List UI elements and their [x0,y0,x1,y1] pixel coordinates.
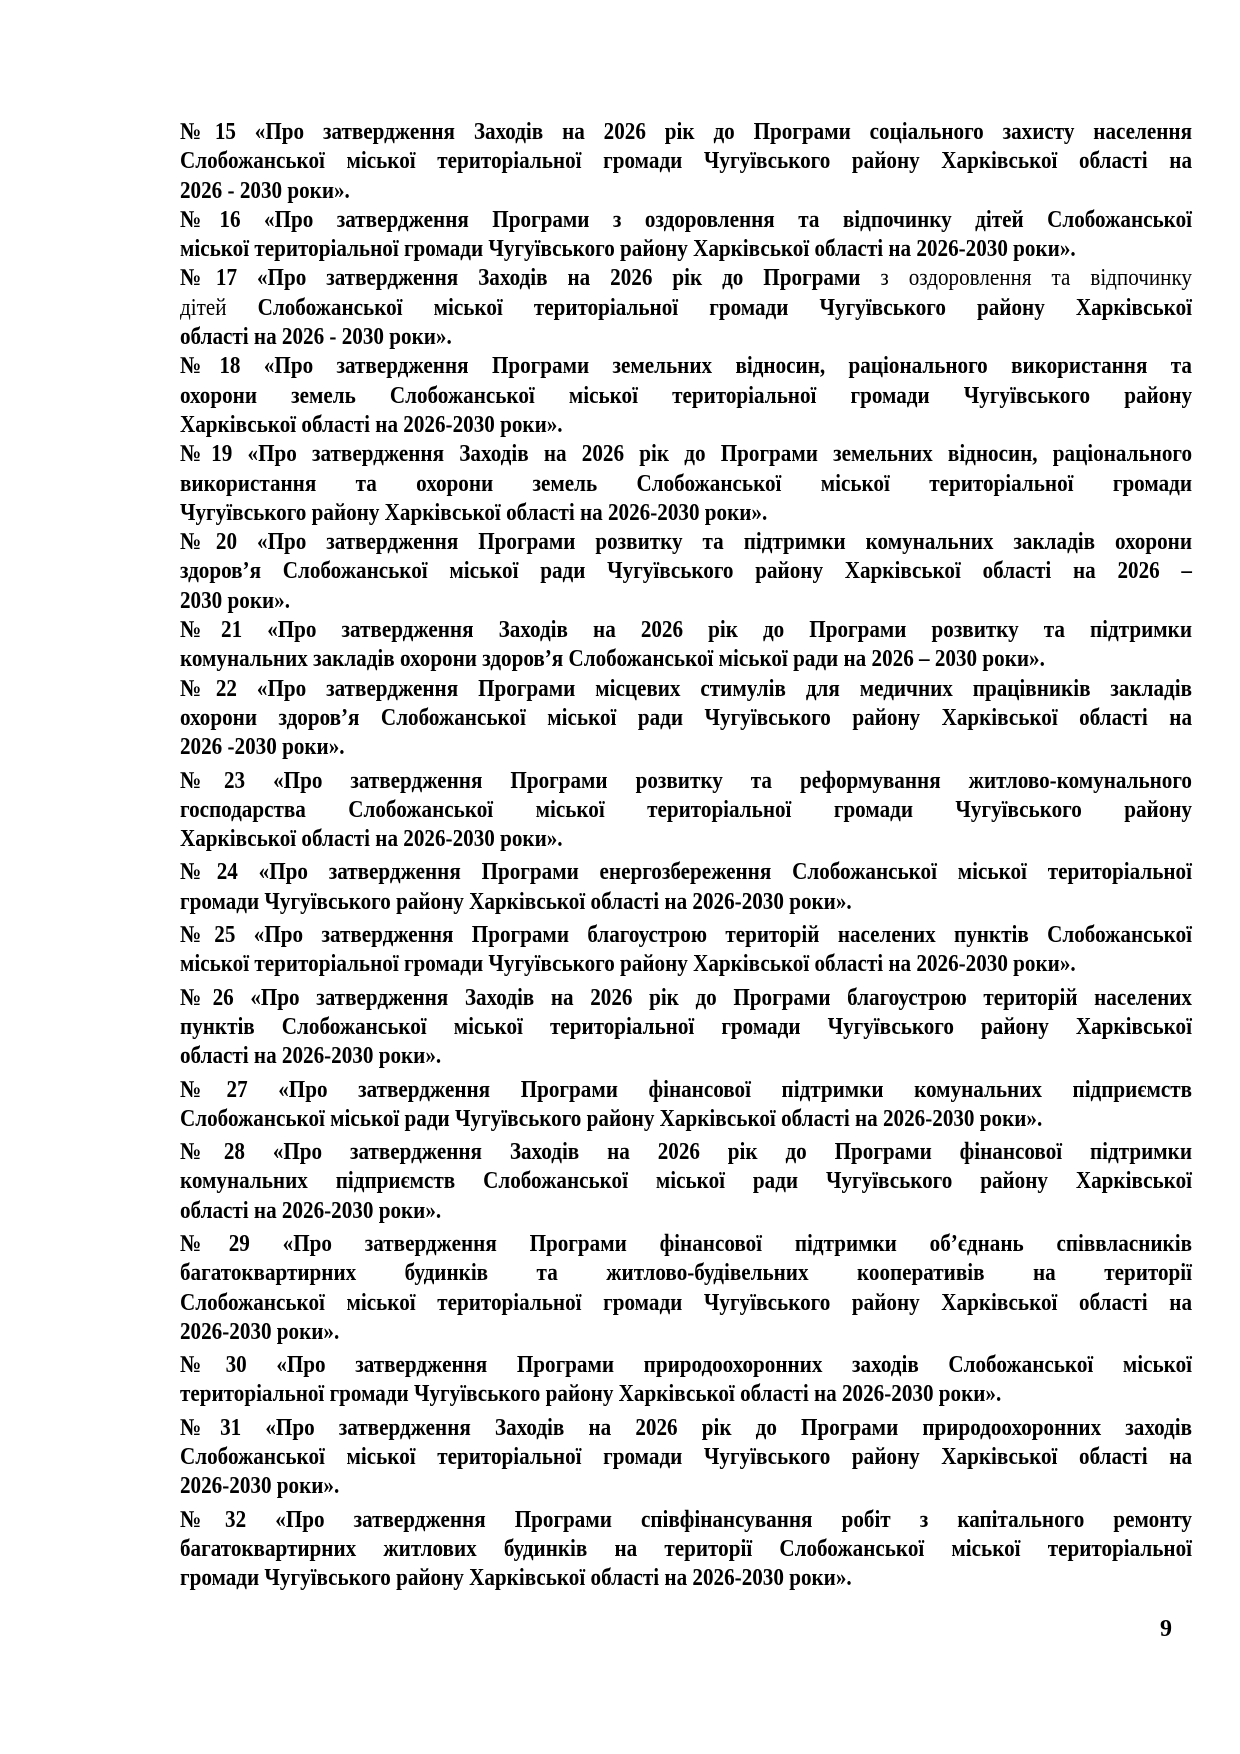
text-line: міської територіальної громади Чугуївського району Харківської області на 2026-2030 роки». [180,236,1076,263]
text-line: 2026 -2030 роки». [180,734,345,761]
text-line: Слобожанської міської територіальної громади Чугуївського району Харківської області на [180,1444,1192,1471]
text-line: охорони здоров’я Слобожанської міської ради Чугуївського району Харківської області на [180,704,1192,731]
agenda-item [180,921,1192,980]
text-line: №25 «Про затвердження Програми благоустрою територій населених пунктів Слобожанської [180,922,1192,949]
text-line: №18 «Про затвердження Програми земельних відносин, раціонального використання та [180,353,1192,380]
agenda-item [180,1414,1192,1502]
agenda-item [180,1506,1192,1594]
text-line: №28 «Про затвердження Заходів на 2026 рік до Програми фінансової підтримки [180,1139,1192,1166]
text-line [180,264,1192,293]
text-line: №23 «Про затвердження Програми розвитку та реформування житлово-комунального [180,767,1192,794]
text-line: господарства Слобожанської міської територіальної громади Чугуївського району [180,796,1192,823]
page-number: 9 [1160,1616,1172,1642]
agenda-item [180,118,1192,206]
agenda-item [180,984,1192,1072]
text-line: Харківської області на 2026-2030 роки». [180,411,563,438]
text-line: №27 «Про затвердження Програми фінансової підтримки комунальних підприємств [180,1076,1192,1103]
text-segment: Слобожанської міської територіальної громади Чугуївського району Харківської [226,294,1192,321]
text-line: багатоквартирних житлових будинків на території Слобожанської міської територіальної [180,1535,1192,1562]
text-line: №30 «Про затвердження Програми природоохоронних заходів Слобожанської міської [180,1352,1192,1379]
text-line: Слобожанської міської територіальної громади Чугуївського району Харківської області на [180,148,1192,175]
text-line: №21 «Про затвердження Заходів на 2026 рік до Програми розвитку та підтримки [180,617,1192,644]
agenda-item [180,1138,1192,1226]
text-line: 2026-2030 роки». [180,1318,340,1345]
text-line: Чугуївського району Харківської області на 2026-2030 роки». [180,499,768,526]
text-line: Слобожанської міської територіальної громади Чугуївського району Харківської області на [180,1289,1192,1316]
agenda-item [180,767,1192,855]
agenda-item [180,616,1192,675]
text-line: комунальних закладів охорони здоров’я Слобожанської міської ради на 2026 – 2030 роки». [180,646,1045,673]
document-body [180,118,1192,1594]
text-line [180,294,1192,323]
agenda-item [180,352,1192,440]
agenda-item [180,1230,1192,1347]
text-line: №31 «Про затвердження Заходів на 2026 рік до Програми природоохоронних заходів [180,1414,1192,1441]
text-line: №29 «Про затвердження Програми фінансової підтримки об’єднань співвласників [180,1230,1192,1257]
text-segment: дітей [180,294,227,321]
agenda-item [180,528,1192,616]
text-line: здоров’я Слобожанської міської ради Чугуївського району Харківської області на 2026 – [180,558,1192,585]
text-line: Слобожанської міської ради Чугуївського району Харківської області на 2026-2030 роки». [180,1105,1043,1132]
text-line: використання та охорони земель Слобожанської міської територіальної громади [180,470,1192,497]
text-line: 2026-2030 роки». [180,1473,340,1500]
text-line: Харківської області на 2026-2030 роки». [180,826,563,853]
agenda-item [180,206,1192,265]
text-line: пунктів Слобожанської міської територіальної громади Чугуївського району Харківської [180,1013,1192,1040]
text-segment: №17 «Про затвердження Заходів на 2026 рік до Програми [180,265,881,292]
text-line: №16 «Про затвердження Програми з оздоровлення та відпочинку дітей Слобожанської [180,206,1192,233]
text-line: №26 «Про затвердження Заходів на 2026 рік до Програми благоустрою територій населених [180,984,1192,1011]
agenda-item [180,858,1192,917]
text-line: громади Чугуївського району Харківської області на 2026-2030 роки». [180,1565,852,1592]
text-line: №32 «Про затвердження Програми співфінансування робіт з капітального ремонту [180,1506,1192,1533]
text-line: №15 «Про затвердження Заходів на 2026 рік до Програми соціального захисту населення [180,119,1192,145]
text-line: громади Чугуївського району Харківської області на 2026-2030 роки». [180,888,852,915]
text-line: охорони земель Слобожанської міської територіальної громади Чугуївського району [180,382,1192,409]
text-line: №22 «Про затвердження Програми місцевих стимулів для медичних працівників закладів [180,675,1192,702]
text-line: №20 «Про затвердження Програми розвитку та підтримки комунальних закладів охорони [180,529,1192,556]
text-line: територіальної громади Чугуївського району Харківської області на 2026-2030 роки». [180,1381,1002,1408]
text-line: області на 2026-2030 роки». [180,1197,442,1224]
text-line: №19 «Про затвердження Заходів на 2026 рік до Програми земельних відносин, раціонального [180,441,1192,468]
agenda-item [180,675,1192,763]
text-segment: з оздоровлення та відпочинку [880,265,1192,292]
text-line: багатоквартирних будинків та житлово-будівельних кооперативів на території [180,1260,1192,1287]
agenda-item [180,1351,1192,1410]
text-line: міської територіальної громади Чугуївського району Харківської області на 2026-2030 роки». [180,951,1076,978]
agenda-item [180,1076,1192,1135]
text-line: комунальних підприємств Слобожанської міської ради Чугуївського району Харківської [180,1168,1192,1195]
agenda-item [180,264,1192,352]
text-line: 2026 - 2030 роки». [180,177,350,204]
text-line: №24 «Про затвердження Програми енергозбереження Слобожанської міської територіальної [180,859,1192,886]
text-line: області на 2026-2030 роки». [180,1043,442,1070]
agenda-item [180,440,1192,528]
text-line: області на 2026 - 2030 роки». [180,324,452,351]
text-line: 2030 роки». [180,587,291,614]
